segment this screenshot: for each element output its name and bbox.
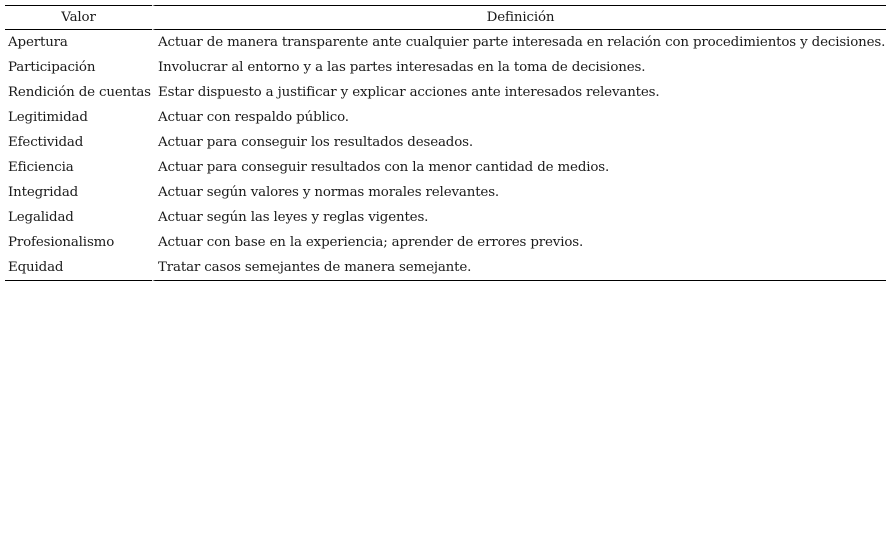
cell-definicion: Actuar según valores y normas morales relevantes. bbox=[152, 180, 886, 205]
cell-valor: Efectividad bbox=[8, 135, 84, 150]
table-row bbox=[5, 130, 886, 155]
header-row bbox=[5, 5, 886, 30]
cell-definicion: Estar dispuesto a justificar y explicar acciones ante interesados relevantes. bbox=[152, 80, 886, 105]
cell-valor: Profesionalismo bbox=[8, 235, 115, 250]
cell-valor: Legitimidad bbox=[8, 110, 88, 125]
table-row bbox=[5, 105, 886, 130]
cell-definicion: Actuar con base en la experiencia; aprender de errores previos. bbox=[152, 230, 886, 255]
values-table bbox=[5, 5, 886, 281]
values-table-container bbox=[5, 5, 886, 281]
cell-valor: Legalidad bbox=[8, 210, 74, 225]
table-row bbox=[5, 80, 886, 105]
table-header bbox=[5, 5, 886, 30]
table-row bbox=[5, 255, 886, 281]
cell-valor: Apertura bbox=[8, 35, 68, 50]
cell-definicion: Actuar según las leyes y reglas vigentes. bbox=[152, 205, 886, 230]
cell-definicion: Involucrar al entorno y a las partes interesadas en la toma de decisiones. bbox=[152, 55, 886, 80]
cell-definicion: Actuar para conseguir resultados con la menor cantidad de medios. bbox=[152, 155, 886, 180]
cell-valor: Participación bbox=[8, 60, 96, 75]
table-row bbox=[5, 180, 886, 205]
cell-definicion: Actuar de manera transparente ante cualquier parte interesada en relación con procedimientos y decisiones. bbox=[152, 30, 886, 55]
header-valor: Valor bbox=[5, 5, 152, 30]
cell-definicion: Actuar con respaldo público. bbox=[152, 105, 886, 130]
cell-valor: Eficiencia bbox=[8, 160, 74, 175]
table-row bbox=[5, 205, 886, 230]
cell-valor: Rendición de cuentas bbox=[8, 85, 151, 100]
cell-definicion: Actuar para conseguir los resultados deseados. bbox=[152, 130, 886, 155]
cell-valor: Equidad bbox=[5, 255, 152, 281]
cell-valor: Integridad bbox=[8, 185, 79, 200]
table-row bbox=[5, 55, 886, 80]
header-definicion: Definición bbox=[152, 5, 886, 30]
cell-definicion: Tratar casos semejantes de manera semejante. bbox=[152, 255, 886, 281]
table-body bbox=[5, 30, 886, 281]
table-row bbox=[5, 230, 886, 255]
table-row bbox=[5, 155, 886, 180]
table-row bbox=[5, 30, 886, 55]
